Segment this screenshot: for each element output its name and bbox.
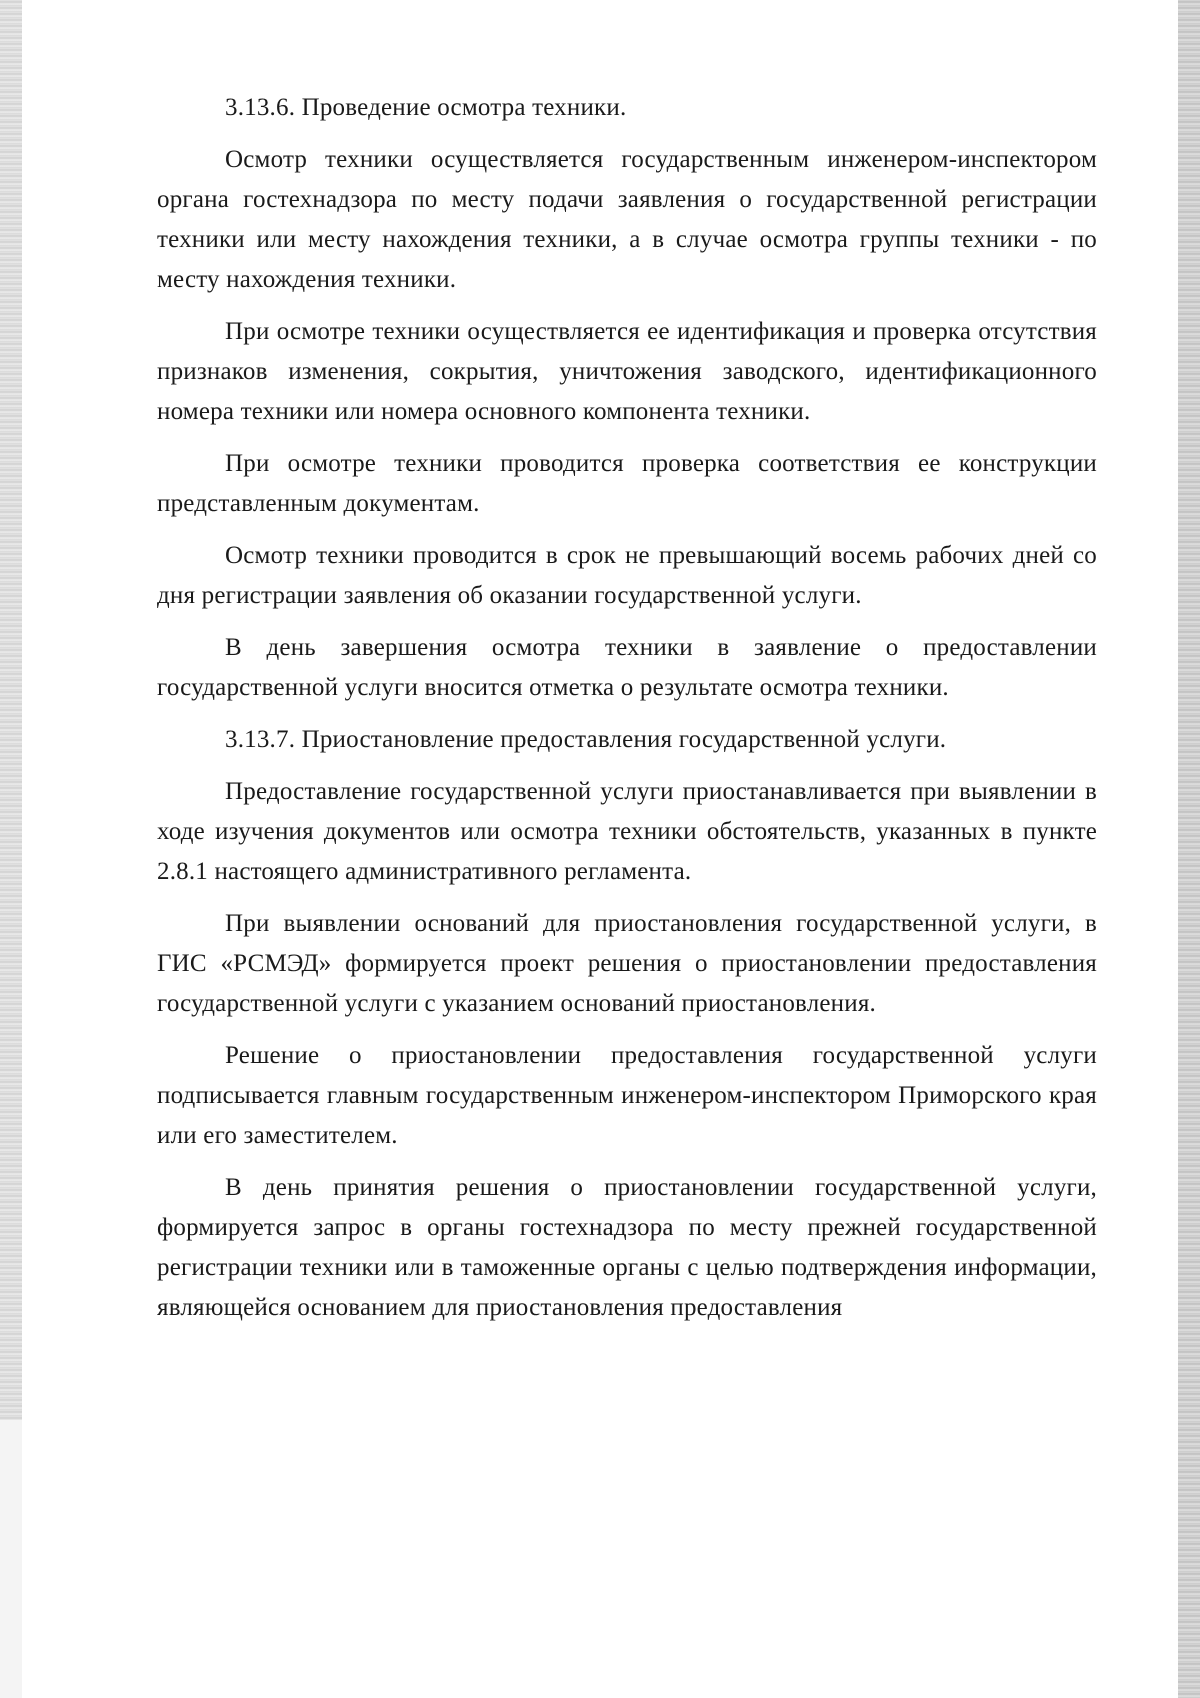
paragraph-inspection-result-mark: В день завершения осмотра техники в заявление о предоставлении государственной услуги вносится отметка о результате осмотра техники. [157, 634, 1097, 701]
paragraph-construction-check: При осмотре техники проводится проверка соответствия ее конструкции представленным документам. [157, 450, 1097, 517]
scan-edge-right [1178, 0, 1200, 1698]
document-page [157, 88, 1097, 1340]
paragraph-suspension-signature: Решение о приостановлении предоставления государственной услуги подписывается главным государственным инженером-инспектором Приморского края или его заместителем. [157, 1042, 1097, 1149]
paragraph-suspension-draft: При выявлении оснований для приостановления государственной услуги, в ГИС «РСМЭД» формируется проект решения о приостановлении предоставления государственной услуги с указанием оснований приостановления. [157, 910, 1097, 1017]
paragraph-inspection-location: Осмотр техники осуществляется государственным инженером-инспектором органа гостехнадзора по месту подачи заявления о государственной регистрации техники или месту нахождения техники, а в случае осмотра группы техники - по месту нахождения техники. [157, 146, 1097, 293]
paragraph-suspension-request: В день принятия решения о приостановлении государственной услуги, формируется запрос в органы гостехнадзора по месту прежней государственной регистрации техники или в таможенные органы с целью подтверждения информации, являющейся основанием для приостановления предоставления [157, 1174, 1097, 1321]
paragraph-inspection-term: Осмотр техники проводится в срок не превышающий восемь рабочих дней со дня регистрации заявления об оказании государственной услуги. [157, 542, 1097, 609]
paragraph-suspension-grounds: Предоставление государственной услуги приостанавливается при выявлении в ходе изучения документов или осмотра техники обстоятельств, указанных в пункте 2.8.1 настоящего административного регламента. [157, 778, 1097, 885]
paragraph-identification-check: При осмотре техники осуществляется ее идентификация и проверка отсутствия признаков изменения, сокрытия, уничтожения заводского, идентификационного номера техники или номера основного компонента техники. [157, 318, 1097, 425]
section-heading-3-13-7: 3.13.7. Приостановление предоставления государственной услуги. [225, 726, 947, 753]
scan-edge-left-faint [0, 1420, 22, 1698]
section-heading-3-13-6: 3.13.6. Проведение осмотра техники. [225, 94, 627, 121]
scan-edge-left [0, 0, 22, 1420]
